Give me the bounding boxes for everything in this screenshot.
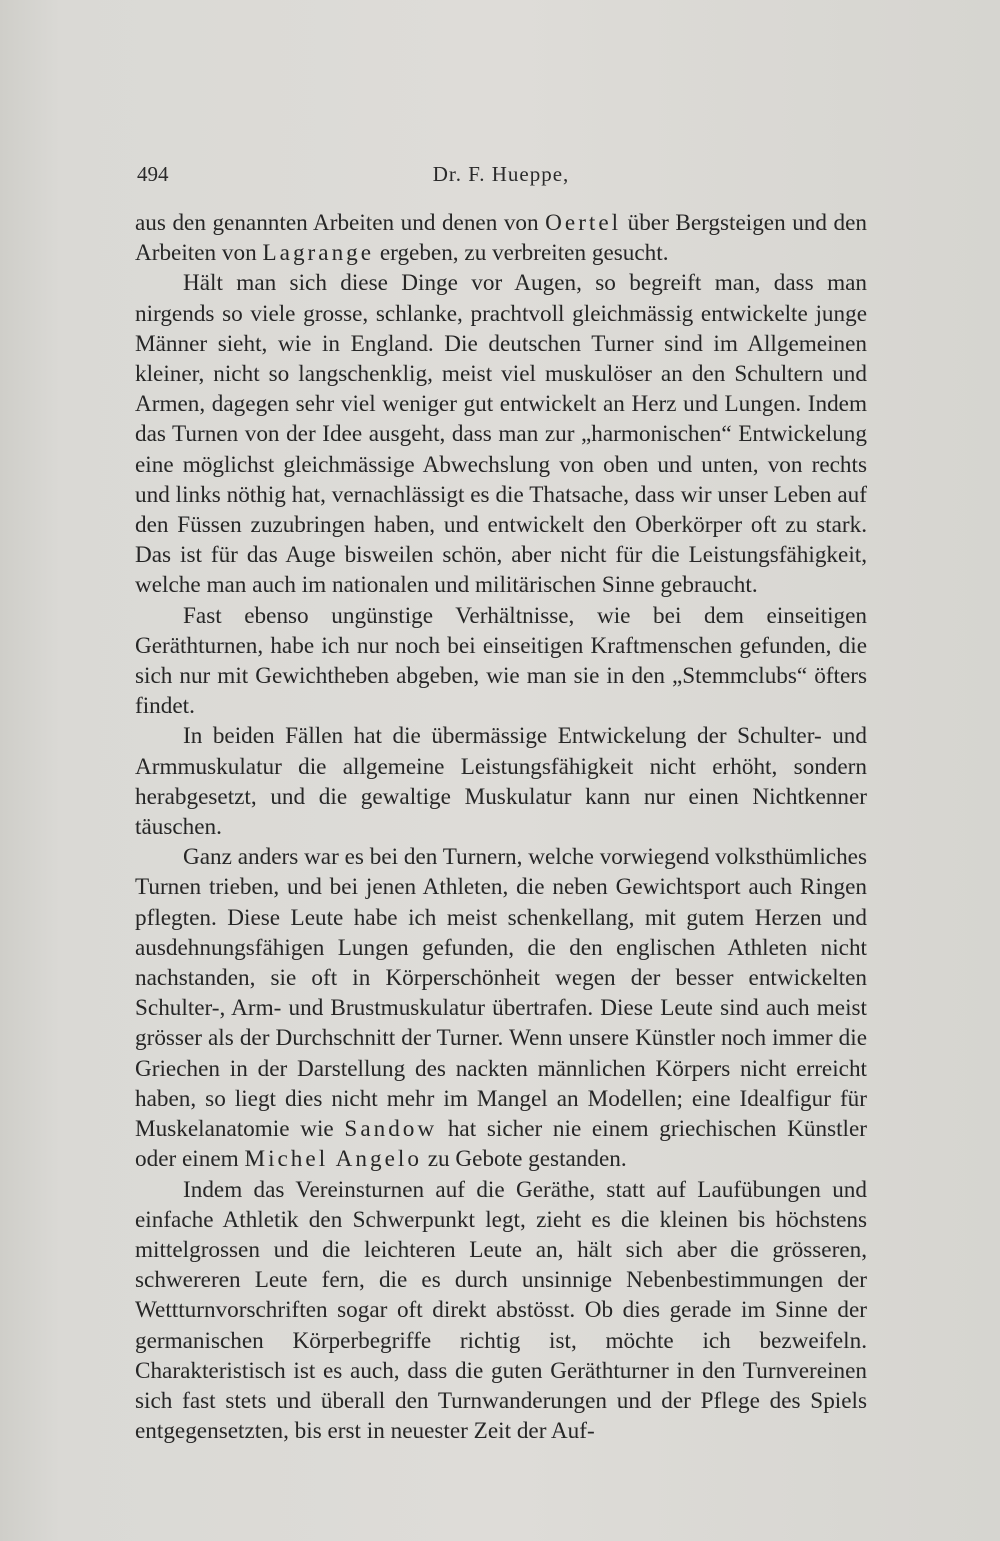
text-run: zu Gebote gestanden.: [421, 1146, 627, 1173]
paragraph: [135, 208, 867, 268]
paragraph: [135, 1175, 867, 1447]
text-run: ergeben, zu verbreiten gesucht.: [374, 240, 669, 267]
spaced-name: Lagrange: [262, 240, 375, 267]
spaced-name: Oertel: [545, 210, 622, 236]
page-header: [137, 162, 865, 190]
paragraph: [135, 601, 867, 722]
text-run: hat sicher nie einem griechischen Künstler oder einem: [135, 1116, 868, 1173]
text-run: Ganz anders war es bei den Turnern, welche vorwiegend volksthümliches Turnen trieben, und bei jenen Athleten, die neben Gewichtsport auch Ringen pflegten. Diese Leute habe ich meist schenkellang, mit gutem Herzen und ausdehnungsfähigen Lungen gefunden, die den englischen Athleten nicht nachstanden, sie oft in Körperschönheit wegen der besser entwickelten Schulter-, Arm- und Brustmuskulatur übertrafen. Diese Leute sind auch meist grösser als der Durchschnitt der Turner. Wenn unsere Künstler noch immer die Griechen in der Darstellung des nackten männlichen Körpers nicht erreicht haben, so liegt dies nicht mehr im Mangel an Modellen; eine Idealfigur für Muskelanatomie wie: [135, 844, 867, 1143]
text-run: Indem das Vereinsturnen auf die Geräthe, statt auf Laufübungen und einfache Athletik den Schwerpunkt legt, zieht es die kleinen bis höchstens mittelgrossen und die leichteren Leute an, hält sich aber die grösseren, schwereren Leute fern, die es durch unsinnige Nebenbestimmungen der Wettturnvorschriften sogar oft direkt abstösst. Ob dies gerade im Sinne der germanischen Körperbegriffe richtig ist, möchte ich bezweifeln. Charakteristisch ist es auch, dass die guten Geräthturner in den Turnvereinen sich fast stets und überall den Turnwanderungen und der Pflege des Spiels entgegensetzten, bis erst in neuester Zeit der Auf-: [135, 1176, 867, 1445]
text-run: aus den genannten Arbeiten und denen von: [135, 210, 546, 236]
page-number: 494: [137, 162, 169, 186]
running-head: Dr. F. Hueppe,: [432, 162, 570, 186]
text-run: Hält man sich diese Dinge vor Augen, so begreift man, dass man nirgends so viele grosse, schlanke, prachtvoll gleichmässig entwickelte junge Männer sieht, wie in England. Die deutschen Turner sind im Allgemeinen kleiner, nicht so langschenklig, meist viel muskulöser an den Schultern und Armen, dagegen sehr viel weniger gut entwickelt an Herz und Lungen. Indem das Turnen von der Idee ausgeht, dass man zur „harmonischen“ Entwickelung eine möglichst gleichmässige Abwechslung von oben und unten, von rechts und links nöthig hat, vernachlässigt es die Thatsache, dass wir unser Leben auf den Füssen zuzubringen haben, und entwickelt den Oberkörper oft zu stark. Das ist für das Auge bisweilen schön, aber nicht für die Leistungsfähigkeit, welche man auch im nationalen und militärischen Sinne gebraucht.: [135, 270, 867, 599]
text-run: In beiden Fällen hat die übermässige Entwickelung der Schulter- und Armmuskulatur die allgemeine Leistungsfähigkeit nicht erhöht, sondern herabgesetzt, und die gewaltige Muskulatur kann nur einen Nichtkenner täuschen.: [135, 723, 867, 841]
body-text: [135, 208, 867, 1446]
spaced-name: Sandow: [344, 1116, 438, 1143]
text-run: Fast ebenso ungünstige Verhältnisse, wie bei dem einseitigen Geräthturnen, habe ich nur noch bei einseitigen Kraftmenschen gefunden, die sich nur mit Gewichtheben abgeben, wie man sie in den „Stemmclubs“ öfters findet.: [135, 602, 867, 720]
paragraph: [135, 842, 867, 1174]
paragraph: [135, 721, 867, 842]
text-run: über Bergsteigen und den Arbeiten von: [135, 210, 868, 267]
spaced-name: Michel Angelo: [244, 1146, 422, 1173]
paragraph: [135, 268, 867, 600]
